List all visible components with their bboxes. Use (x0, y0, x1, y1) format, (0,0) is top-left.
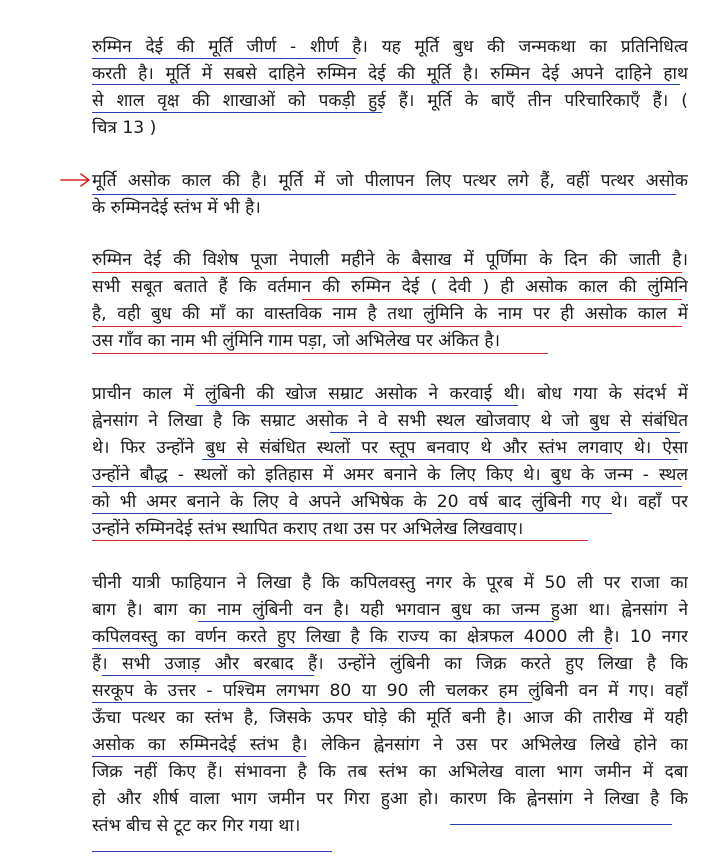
text-line: चीनी यात्री फाहियान ने लिखा है कि कपिलवस्तु नगर के पूरब में 50 ली पर राजा का (92, 573, 688, 593)
text-line: ह्वेनसांग ने लिखा है कि सम्राट असोक ने वे सभी स्थल खोजवाए थे जो बुध से संबंधित (92, 411, 688, 431)
pen-underline (92, 756, 306, 757)
pen-underline (196, 405, 518, 406)
pen-underline (92, 84, 680, 85)
text-line: से शाल वृक्ष की शाखाओं को पकड़ी हुई हैं। मूर्ति के बाएँ तीन परिचारिकाएँ हैं। ( (92, 91, 688, 111)
text-line: उन्होंने रुम्मिनदेई स्तंभ स्थापित कराए तथा उस पर अभिलेख लिखवाए। (92, 519, 524, 539)
text-line: हो और शीर्ष वाला भाग जमीन पर गिरा हुआ हो। कारण कि ह्वेनसांग ने लिखा है कि (92, 789, 688, 809)
pen-underline (92, 851, 332, 852)
text-line: बाग है। बाग का नाम लुंबिनी वन है। यही भगवान बुध का जन्म हुआ था। ह्वेनसांग ने (92, 600, 688, 620)
paragraph-5 (92, 570, 688, 840)
paragraph-1 (92, 34, 688, 142)
text-line: है, वही बुध की माँ का वास्तविक नाम है तथा लुंमिनि के नाम पर ही असोक काल में (92, 304, 688, 324)
text-line: प्राचीन काल में लुंबिनी की खोज सम्राट असोक ने करवाई थी। बोध गया के संदर्भ में (92, 384, 688, 404)
pen-underline (202, 459, 678, 460)
pen-underline (450, 824, 672, 825)
pen-underline (102, 675, 314, 676)
pen-underline (92, 272, 682, 273)
pen-underline (330, 432, 680, 433)
pen-underline (92, 112, 382, 113)
text-line: ऊँचा पत्थर का स्तंभ है, जिसके ऊपर घोड़े की मूर्ति बनी है। आज की तारीख में यही (92, 708, 688, 728)
text-line: को भी अमर बनाने के लिए वे अपने अभिषेक के 20 वर्ष बाद लुंबिनी गए थे। वहाँ पर (92, 492, 688, 512)
text-line: सभी सबूत बताते हैं कि वर्तमान की रुम्मिन देई ( देवी ) ही असोक काल की लुंमिनि (92, 277, 688, 297)
text-line: करती है। मूर्ति में सबसे दाहिने रुम्मिन देई की मूर्ति है। रुम्मिन देई अपने दाहिने हाथ (92, 64, 688, 84)
pen-underline (92, 58, 356, 59)
text-line: असोक का रुम्मिनदेई स्तंभ है। लेकिन ह्वेनसांग ने उस पर अभिलेख लिखे होने का (92, 735, 688, 755)
pen-underline (92, 326, 682, 327)
text-line: रुम्मिन देई की मूर्ति जीर्ण - शीर्ण है। यह मूर्ति बुध की जन्मकथा का प्रतिनिधित्व (92, 37, 688, 57)
pen-underline (92, 702, 532, 703)
paragraph-3 (92, 247, 688, 355)
text-line: उन्होंने बौद्ध - स्थलों को इतिहास में अमर बनाने के लिए किए थे। बुध के जन्म - स्थल (92, 465, 688, 485)
text-line: जिक्र नहीं किए हैं। संभावना है कि तब स्तंभ का अभिलेख वाला भाग जमीन में दबा (92, 762, 688, 782)
text-line: सरकूप के उत्तर - पश्चिम लगभग 80 या 90 ली चलकर हम लुंबिनी वन में गए। वहाँ (92, 681, 688, 701)
text-line: कपिलवस्तु का वर्णन करते हुए लिखा है कि राज्य का क्षेत्रफल 4000 ली है। 10 नगर (92, 627, 688, 647)
text-line: हैं। सभी उजाड़ और बरबाद हैं। उन्होंने लुंबिनी का जिक्र करते हुए लिखा है कि (92, 654, 688, 674)
pen-underline (92, 194, 676, 195)
text-line: रुम्मिन देई की विशेष पूजा नेपाली महीने के बैसाख में पूर्णिमा के दिन की जाती है। (92, 250, 688, 270)
pen-underline (92, 540, 588, 541)
text-line: मूर्ति असोक काल की है। मूर्ति में जो पीलापन लिए पत्थर लगे हैं, वहीं पत्थर असोक (92, 171, 688, 191)
pen-underline (92, 513, 612, 514)
paragraph-2 (92, 168, 688, 222)
text-line: थे। फिर उन्होंने बुध से संबंधित स्थलों पर स्तूप बनवाए थे और स्तंभ लगवाए थे। ऐसा (92, 438, 688, 458)
text-line: उस गाँव का नाम भी लुंमिनि गाम पड़ा, जो अभिलेख पर अंकित है। (92, 331, 500, 351)
pen-underline (198, 621, 554, 622)
pen-underline (92, 353, 548, 354)
pen-underline (92, 486, 682, 487)
text-line: स्तंभ बीच से टूट कर गिर गया था। (92, 816, 301, 836)
hand-drawn-arrow-icon (60, 172, 92, 188)
pen-underline (92, 648, 612, 649)
pen-underline (302, 299, 682, 300)
text-line: चित्र 13 ) (92, 118, 157, 138)
text-line: के रुम्मिनदेई स्तंभ में भी है। (92, 198, 261, 218)
